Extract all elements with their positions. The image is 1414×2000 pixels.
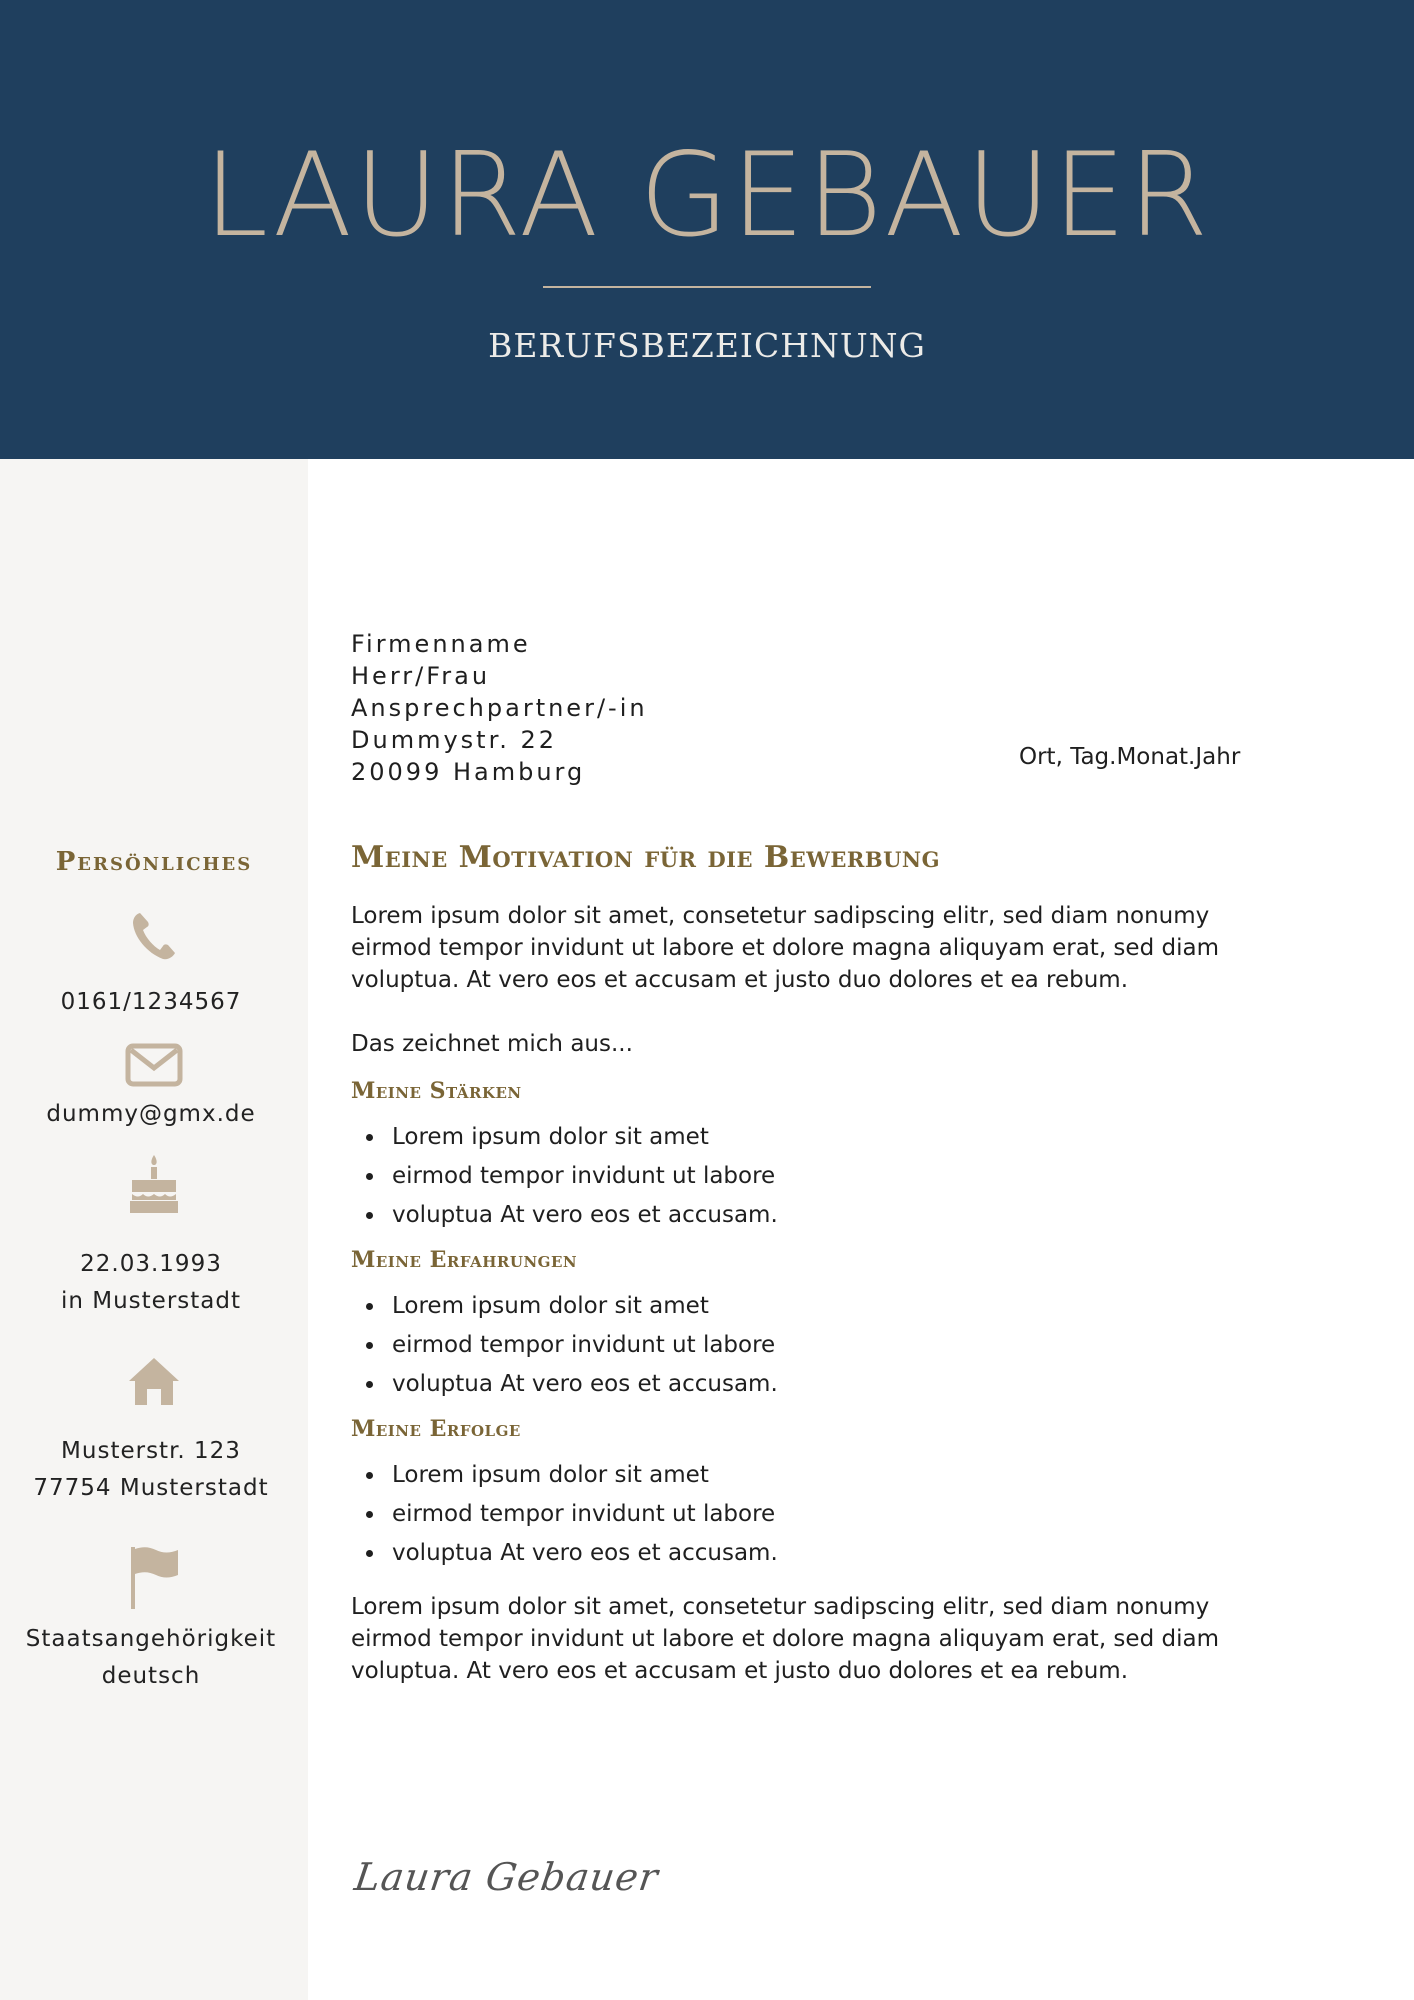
birth-date: 22.03.1993 (80, 1251, 222, 1277)
applicant-name: LAURA GEBAUER (203, 128, 1211, 263)
phone-icon (0, 910, 308, 967)
home-city: 77754 Musterstadt (33, 1475, 269, 1501)
signature: Laura Gebauer (351, 1855, 662, 1899)
header-divider (543, 286, 871, 288)
list-item: eirmod tempor invidunt ut labore (351, 1157, 1351, 1196)
list-item: Lorem ipsum dolor sit amet (351, 1456, 1351, 1495)
strengths-list (351, 1118, 1351, 1235)
recipient-address (351, 628, 648, 788)
nationality-value: deutsch (101, 1663, 201, 1689)
letter-heading: Meine Motivation für die Bewerbung (351, 840, 941, 875)
section-heading-strengths: Meine Stärken (351, 1078, 522, 1104)
section-heading-experience: Meine Erfahrungen (351, 1247, 578, 1273)
birth-place: in Musterstadt (60, 1288, 242, 1314)
closing-paragraph: Lorem ipsum dolor sit amet, consetetur sadipscing elitr, sed diam nonumy eirmod tempor invidunt ut labore et dolore magna aliquyam erat, sed diam voluptua. At vero eos et accusam et justo duo dolores et ea rebum. (351, 1594, 1219, 1684)
section-heading-achievements: Meine Erfolge (351, 1416, 521, 1442)
header-banner (0, 0, 1414, 459)
email-address: dummy@gmx.de (46, 1101, 256, 1127)
letter-body (351, 836, 1351, 1687)
lead-in-text: Das zeichnet mich aus... (351, 1031, 633, 1057)
birthday-cake-icon (0, 1153, 308, 1220)
envelope-icon (0, 1043, 308, 1092)
list-item: voluptua At vero eos et accusam. (351, 1196, 1351, 1235)
phone-number: 0161/1234567 (60, 989, 242, 1015)
list-item: voluptua At vero eos et accusam. (351, 1365, 1351, 1404)
letter-date: Ort, Tag.Monat.Jahr (1019, 744, 1241, 770)
recipient-company: Firmenname (351, 630, 531, 658)
list-item: Lorem ipsum dolor sit amet (351, 1118, 1351, 1157)
home-street: Musterstr. 123 (61, 1438, 241, 1464)
recipient-street: Dummystr. 22 (351, 726, 558, 754)
home-icon (0, 1355, 308, 1412)
recipient-city: 20099 Hamburg (351, 758, 586, 786)
job-title: BERUFSBEZEICHNUNG (488, 326, 926, 365)
sidebar (0, 459, 308, 2000)
list-item: voluptua At vero eos et accusam. (351, 1534, 1351, 1573)
achievements-list (351, 1456, 1351, 1573)
flag-icon (0, 1545, 308, 1616)
list-item: Lorem ipsum dolor sit amet (351, 1287, 1351, 1326)
recipient-contact: Ansprechpartner/-in (351, 694, 648, 722)
list-item: eirmod tempor invidunt ut labore (351, 1495, 1351, 1534)
list-item: eirmod tempor invidunt ut labore (351, 1326, 1351, 1365)
sidebar-heading: Persönliches (55, 847, 253, 877)
experience-list (351, 1287, 1351, 1404)
nationality-label: Staatsangehörigkeit (25, 1626, 277, 1652)
intro-paragraph: Lorem ipsum dolor sit amet, consetetur sadipscing elitr, sed diam nonumy eirmod tempor invidunt ut labore et dolore magna aliquyam erat, sed diam voluptua. At vero eos et accusam et justo duo dolores et ea rebum. (351, 903, 1219, 993)
recipient-salutation: Herr/Frau (351, 662, 491, 690)
